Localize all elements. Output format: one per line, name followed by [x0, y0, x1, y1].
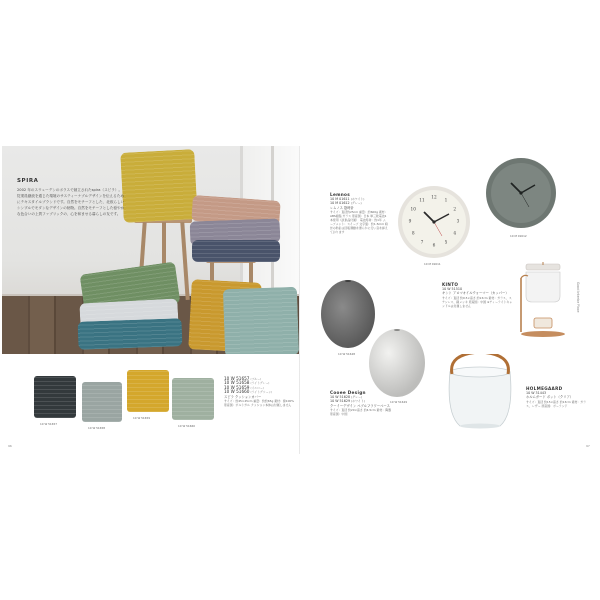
cooee-brand: Cooee Design — [330, 390, 366, 395]
vase-grey-caption: 10 W 51628 — [338, 352, 355, 356]
swatch-code: 10 W 51659 — [133, 416, 150, 420]
swatch-blue — [34, 376, 76, 418]
clock-numeral: 12 — [431, 195, 437, 201]
clock-numeral: 9 — [408, 219, 412, 225]
clock-numeral: 8 — [411, 231, 415, 237]
holmegaard-details: サイズ：直径 約15×高さ 約13cm 素材：ガラス、レザー 原産国：ポーランド — [526, 399, 587, 408]
vase-white — [366, 326, 428, 398]
aroma-warmer — [516, 262, 568, 342]
clock-numeral: 7 — [420, 240, 424, 246]
kinto-name: キント アロマオイルウォーマー（カッパー） — [442, 291, 509, 296]
holmegaard-code: 10 W 31443 — [526, 391, 547, 395]
holmegaard-block — [526, 386, 588, 408]
pillow-navy — [192, 240, 280, 262]
page-number-left: 96 — [8, 444, 12, 448]
kinto-brand: KINTO — [442, 282, 459, 287]
clock-grey-caption: 10 M 01612 — [510, 234, 527, 238]
vase-white-caption: 10 W 51629 — [390, 400, 407, 404]
pillow-photo — [2, 146, 300, 354]
clock-numeral: 11 — [419, 198, 425, 204]
page-number-right: 97 — [586, 444, 590, 448]
kinto-details: サイズ：直径 約9.5×高さ 約13cm 素材：ガラス、ステンレス、銅メッキ 原産国：中国 ※ティーライトキャンドルは付属しません — [442, 295, 513, 308]
clock-numeral: 4 — [453, 231, 457, 237]
holmegaard-name: ホルムガード ポット（クリア） — [526, 395, 574, 400]
spira-product-name: スピラ クッションカバー — [224, 394, 262, 399]
cooee-name: クーイーデザイン ぺブルフラワーベース — [330, 403, 390, 408]
clock-numeral: 5 — [444, 240, 448, 246]
right-page — [300, 146, 598, 454]
pillow-teal — [78, 318, 183, 350]
clock-white — [398, 186, 470, 258]
kinto-block — [442, 282, 514, 308]
lemnos-name: レムノス 掛時計 — [330, 205, 354, 210]
spira-spec: 10 W 51657 (ブルー) 10 W 51658 (ライトグレー) 10 W 51659 (イエロー) 10 W 51660 (ライトグリーン) スピラ クッションカバー サイズ：約45×45cm 重量：約約65g 素材：綿100% 原産国：ポルトガル クッション本体は付属しません — [224, 376, 295, 408]
spira-details: サイズ：約45×45cm 重量：約約65g 素材：綿100% 原産国：ポルトガル クッション本体は付属しません — [224, 399, 295, 408]
swatch-code: 10 W 51660 — [178, 424, 195, 428]
swatch-code: 10 W 51658 — [88, 426, 105, 430]
clock-numeral: 2 — [453, 207, 457, 213]
clock-grey-hands — [491, 163, 551, 223]
swatch-light-green — [172, 378, 214, 420]
holmegaard-brand: HOLMEGAARD — [526, 386, 563, 391]
lemnos-block: Lemnos 10 M 01611 (ホワイト) 10 M 01612 (グレー) レムノス 掛時計 サイズ：直径約25cm 重量：約600g 素材：ABS樹脂 ガラス 原産国：日本 単三乾電池1本使用（試供品付属） 電池寿命：約1年 ムーブメント：スイープ 文字盤：約1.5mm 時計の秒針は回転運動を滑らかに行い音を抑えております — [330, 192, 388, 235]
side-running-title: Good Interior Place — [576, 282, 580, 313]
swatch-yellow — [127, 370, 169, 412]
pillow-yellow-top — [120, 149, 198, 223]
lemnos-brand: Lemnos — [330, 192, 351, 197]
cooee-details: サイズ：直径 約20×高さ 約4.5cm 素材：陶器 原産国：中国 — [330, 408, 391, 417]
brand-description: 2002 年のスウェーデンのボラスで創立されたspira（スピラ）。従業員継続を通じた環境のサスティーナブルデザインを伝えるためにテキスタイルブランドです。自然をモチーフとした、北欧らしいシンプルでモダンなデザインの柄物。自然をモチーフとした穏やかな色合いの上質ファブリックの、心を和ませる暮らしの友です。 — [17, 188, 125, 216]
left-page — [2, 146, 300, 454]
swatch-light-grey — [82, 382, 122, 422]
cooee-block: Cooee Design 10 W 51628 (グレー) 10 W 51629 (ホワイト) クーイーデザイン ぺブルフラワーベース サイズ：直径 約20×高さ 約4.5cm 素材：陶器 原産国：中国 — [330, 390, 391, 417]
clock-white-caption: 10 M 01611 — [424, 262, 441, 266]
clock-grey — [486, 158, 556, 228]
brand-title: SPIRA — [17, 178, 39, 184]
kinto-code: 10 W 51510 — [442, 287, 463, 291]
clock-numeral: 3 — [456, 219, 460, 225]
clock-numeral: 6 — [432, 243, 436, 249]
clock-numeral: 10 — [410, 207, 416, 213]
swatch-code: 10 W 51657 — [40, 422, 57, 426]
clock-numeral: 1 — [444, 198, 448, 204]
glass-pot — [440, 354, 520, 434]
pillow-mint — [223, 287, 299, 354]
catalog-spread — [2, 146, 598, 454]
clock-white-hands — [402, 190, 466, 254]
lemnos-details: サイズ：直径約25cm 重量：約600g 素材：ABS樹脂 ガラス 原産国：日本 単三乾電池1本使用（試供品付属） 電池寿命：約1年 ムーブメント：スイープ 文字盤：約1.5mm 時計の秒針は回転運動を滑らかに行い音を抑えております — [330, 210, 388, 235]
